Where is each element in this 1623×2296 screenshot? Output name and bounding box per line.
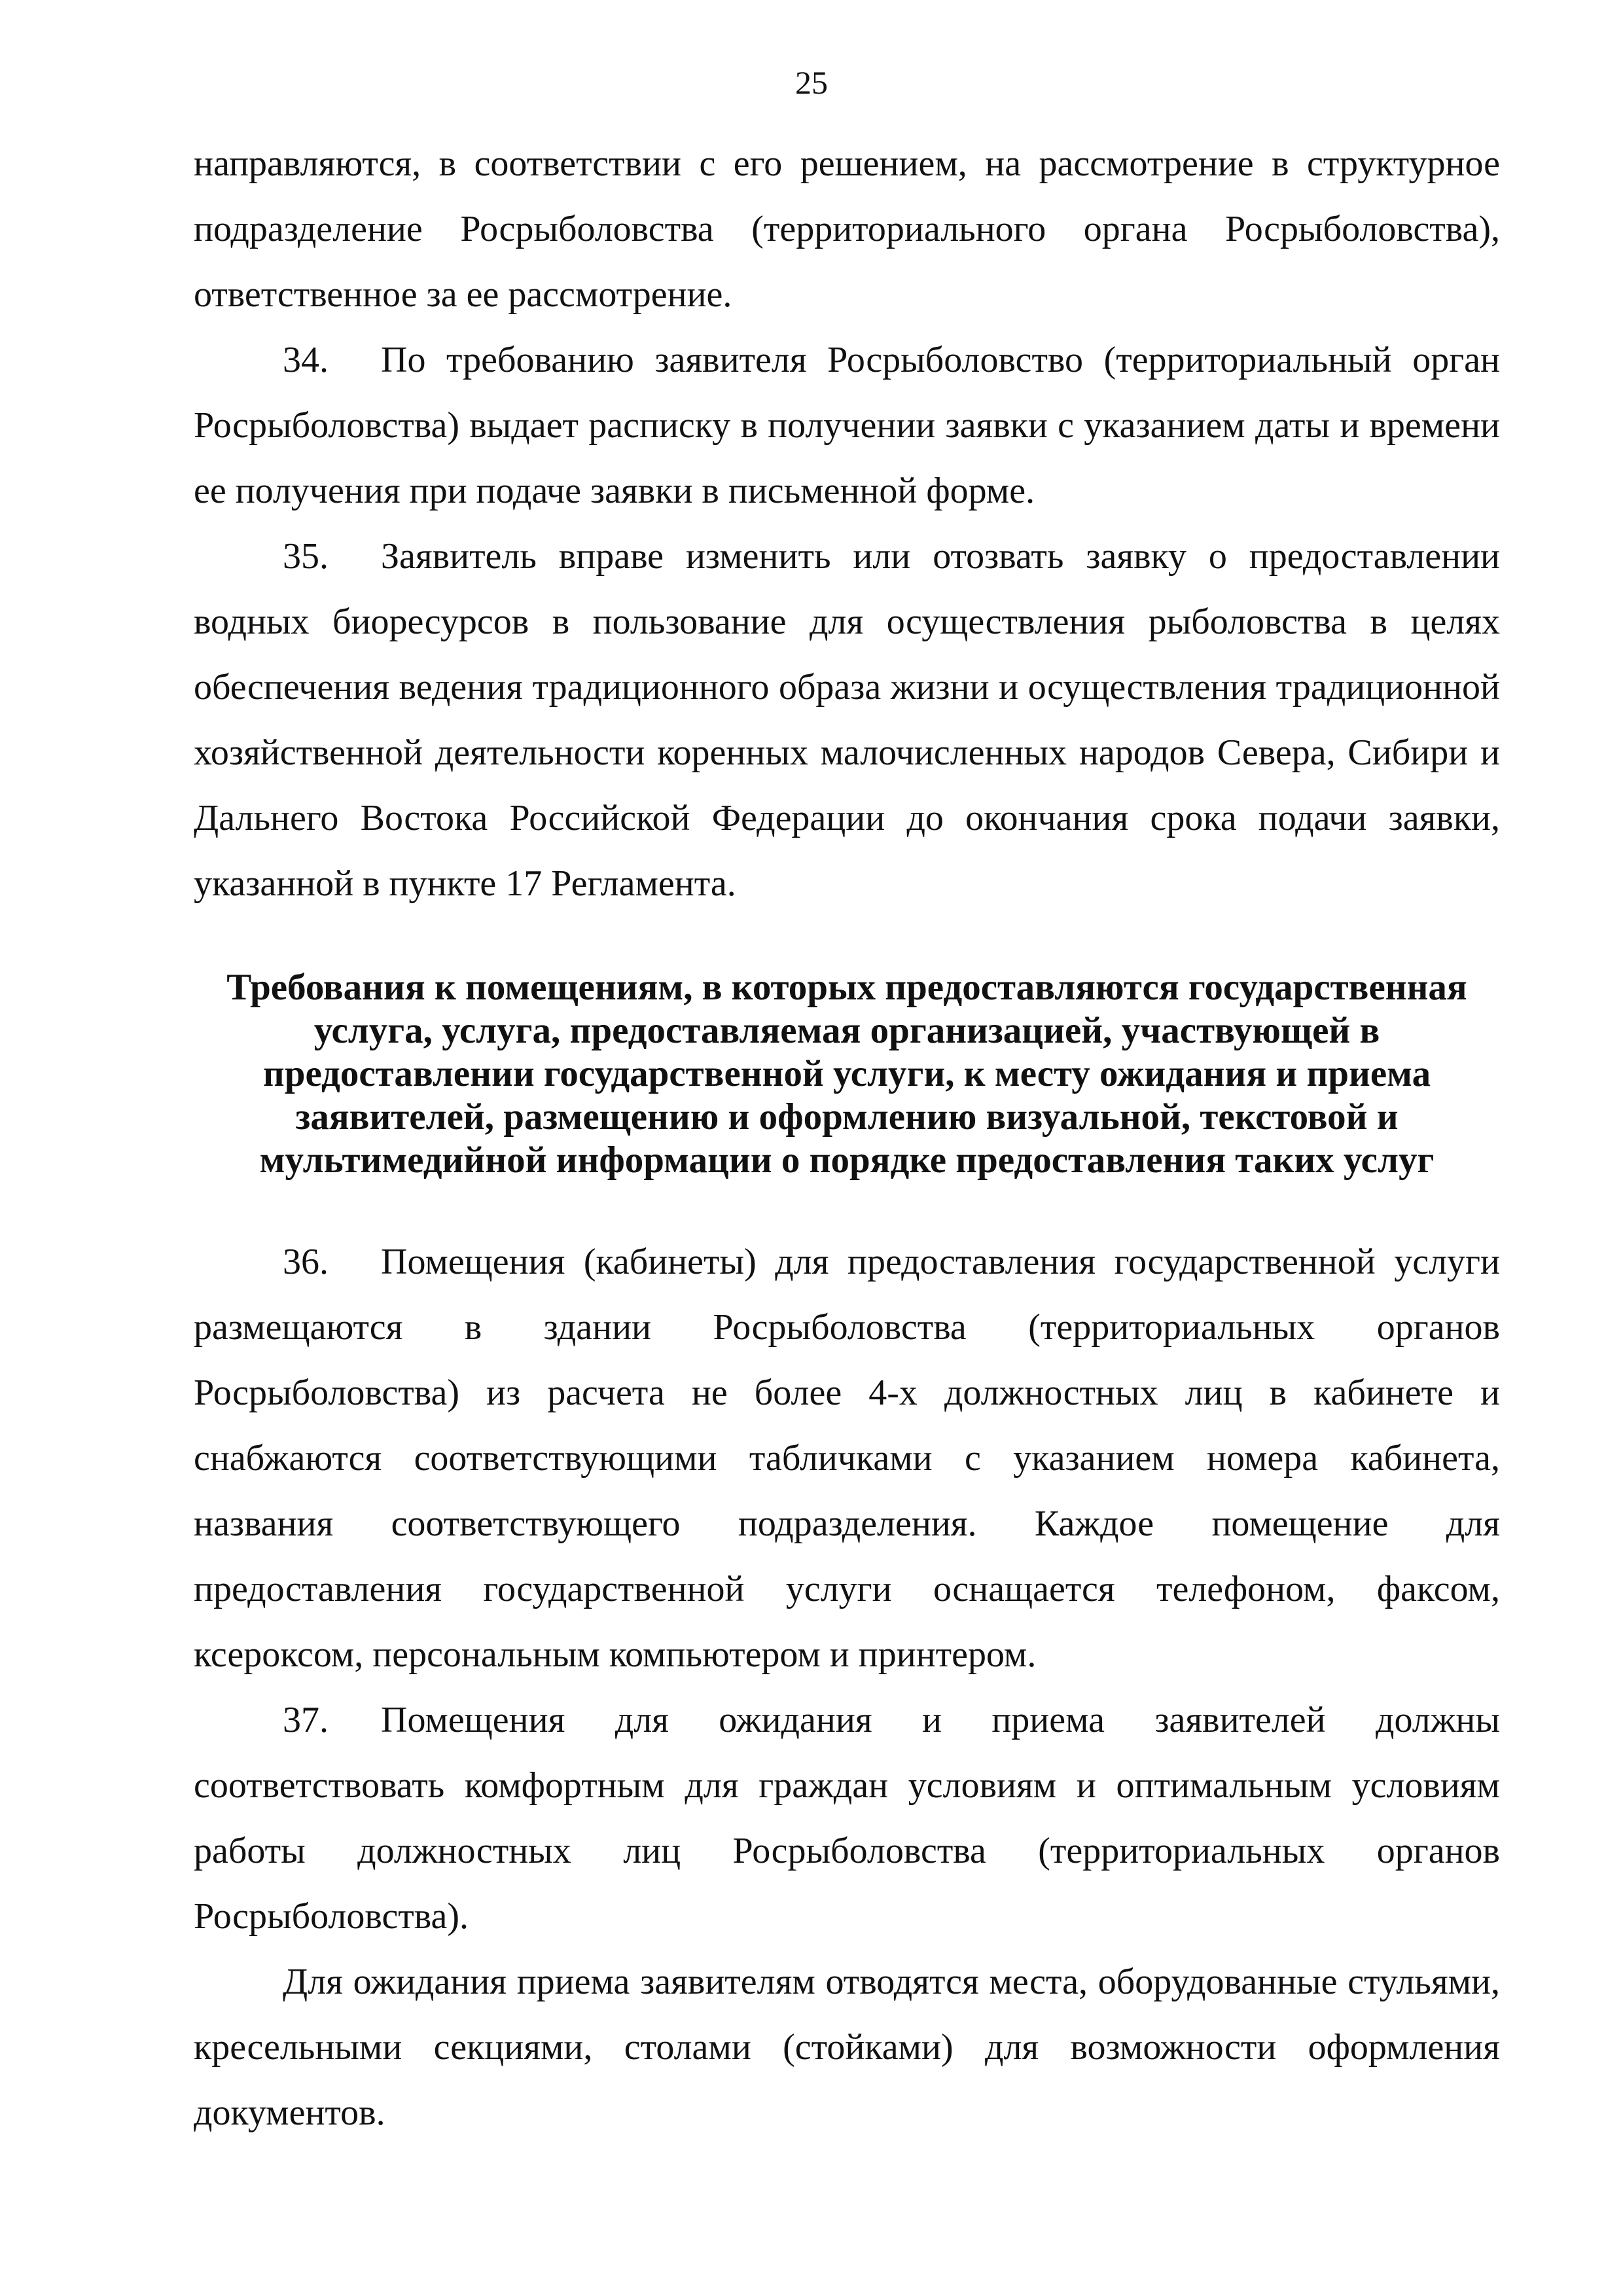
heading-line: заявителей, размещению и оформлению визуальной, текстовой и xyxy=(295,1096,1399,1138)
heading-line: предоставлении государственной услуги, к месту ожидания и приема xyxy=(262,1053,1431,1094)
page-number: 25 xyxy=(795,64,828,101)
paragraph-continuation: направляются, в соответствии с его решением, на рассмотрение в структурное подразделение Росрыболовства (территориального органа Росрыболовства), ответственное за ее рассмотрение. xyxy=(194,143,1500,315)
paragraph-waiting: Для ожидания приема заявителям отводятся места, оборудованные стульями, кресельными секциями, столами (стойками) для возможности оформления документов. xyxy=(194,1962,1500,2133)
paragraph-36-text: Помещения (кабинеты) для предоставления государственной услуги размещаются в здании Росрыболовства (территориальных органов Росрыболовства) из расчета не более 4-х должностных лиц в кабинете и снабжаются соответствующими табличками с указанием номера кабинета, названия соответствующего подразделения. Каждое помещение для предоставления государственной услуги оснащается телефоном, факсом, ксероксом, персональным компьютером и принтером. xyxy=(194,1242,1500,1675)
paragraph-34 xyxy=(194,327,1500,524)
paragraph-35-number: 35. xyxy=(283,536,329,577)
paragraph-37 xyxy=(194,1687,1500,1949)
paragraph-35 xyxy=(194,524,1500,916)
paragraph-37-text: Помещения для ожидания и приема заявителей должны соответствовать комфортным для граждан условиям и оптимальным условиям работы должностных лиц Росрыболовства (территориальных органов Росрыболовства). xyxy=(194,1700,1500,1937)
paragraph-34-text: По требованию заявителя Росрыболовство (территориальный орган Росрыболовства) выдает расписку в получении заявки с указанием даты и времени ее получения при подаче заявки в письменной форме. xyxy=(194,340,1500,511)
paragraph-37-number: 37. xyxy=(283,1700,329,1740)
section-heading xyxy=(194,966,1500,1182)
paragraph-36-number: 36. xyxy=(283,1242,329,1282)
paragraph-36 xyxy=(194,1229,1500,1687)
paragraph-35-text: Заявитель вправе изменить или отозвать заявку о предоставлении водных биоресурсов в пользование для осуществления рыболовства в целях обеспечения ведения традиционного образа жизни и осуществления традиционной хозяйственной деятельности коренных малочисленных народов Севера, Сибири и Дальнего Востока Российской Федерации до окончания срока подачи заявки, указанной в пункте 17 Регламента. xyxy=(194,536,1500,904)
paragraph-34-number: 34. xyxy=(283,340,329,380)
body-text-lower xyxy=(194,1229,1500,2145)
heading-line: Требования к помещениям, в которых предоставляются государственная xyxy=(226,967,1467,1008)
heading-line: услуга, услуга, предоставляемая организацией, участвующей в xyxy=(313,1010,1380,1051)
body-text-upper xyxy=(194,131,1500,916)
heading-line: мультимедийной информации о порядке предоставления таких услуг xyxy=(259,1139,1435,1181)
